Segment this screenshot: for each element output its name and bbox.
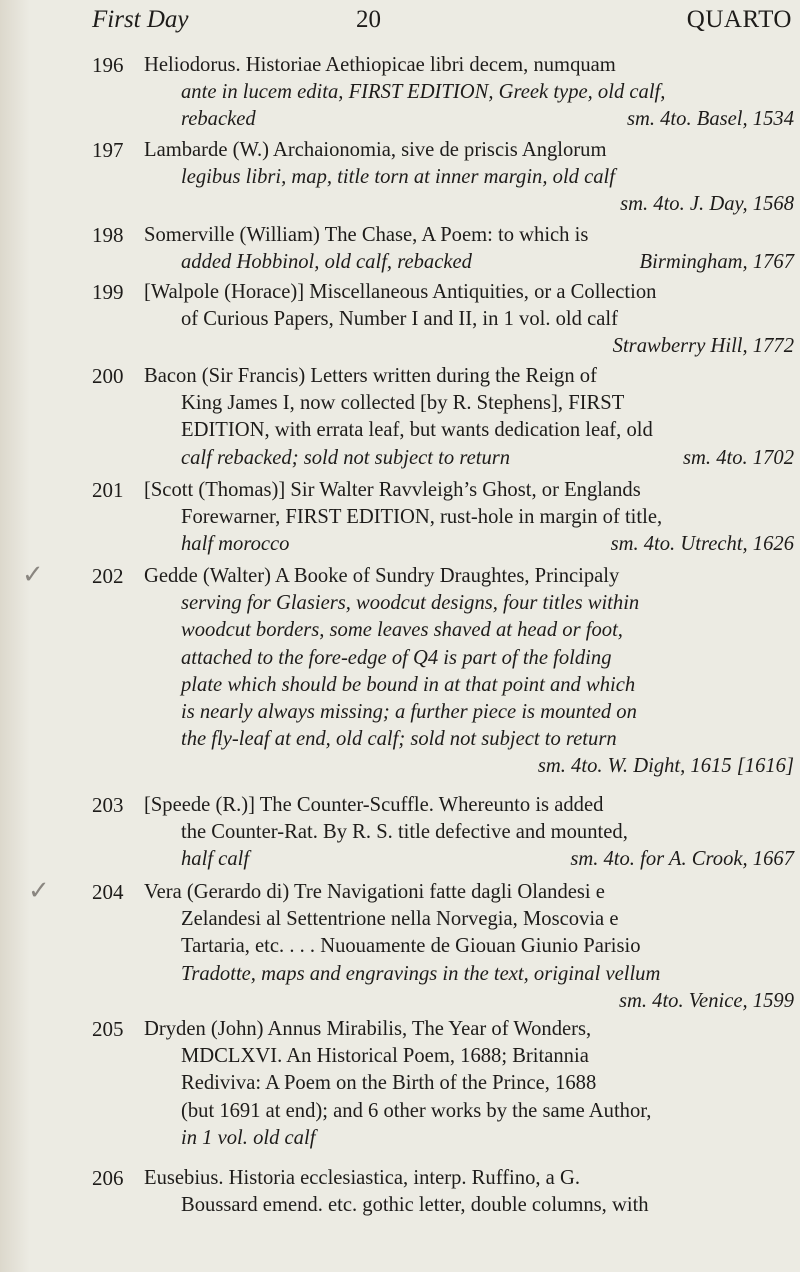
desc-line: Somerville (William) The Chase, A Poem: to which is bbox=[144, 224, 589, 246]
desc-line bbox=[144, 846, 794, 873]
lot-number: 200 bbox=[92, 364, 124, 388]
running-header bbox=[92, 6, 792, 40]
lot-description bbox=[144, 879, 794, 1015]
desc-line: [Scott (Thomas)] Sir Walter Ravvleigh’s Ghost, or Englands bbox=[144, 479, 641, 501]
lot-number: 199 bbox=[92, 280, 124, 304]
desc-line: Eusebius. Historia ecclesiastica, interp. Ruffino, a G. bbox=[144, 1167, 580, 1189]
lot-number: 202 bbox=[92, 564, 124, 588]
lot-description bbox=[144, 363, 794, 472]
lot-description bbox=[144, 792, 794, 874]
lot-number: 196 bbox=[92, 53, 124, 77]
desc-line: Lambarde (W.) Archaionomia, sive de priscis Anglorum bbox=[144, 139, 607, 161]
lot-imprint: Strawberry Hill, 1772 bbox=[612, 335, 794, 358]
desc-line bbox=[144, 531, 794, 558]
page-edge-shadow bbox=[0, 0, 30, 1272]
lot-imprint: sm. 4to. Utrecht, 1626 bbox=[610, 533, 794, 556]
header-format: QUARTO bbox=[686, 6, 792, 33]
desc-line: serving for Glasiers, woodcut designs, four titles within bbox=[181, 592, 640, 615]
desc-line bbox=[144, 445, 794, 472]
desc-line bbox=[144, 249, 794, 276]
desc-line: MDCLXVI. An Historical Poem, 1688; Britannia bbox=[181, 1045, 589, 1068]
lot-description bbox=[144, 222, 794, 276]
desc-line: (but 1691 at end); and 6 other works by the same Author, bbox=[181, 1099, 652, 1122]
desc-text: added Hobbinol, old calf, rebacked bbox=[181, 251, 472, 274]
desc-line: the fly-leaf at end, old calf; sold not subject to return bbox=[181, 728, 617, 751]
desc-line: in 1 vol. old calf bbox=[181, 1126, 316, 1149]
desc-line: Zelandesi al Settentrione nella Norvegia, Moscovia e bbox=[181, 908, 619, 931]
desc-line: is nearly always missing; a further piece is mounted on bbox=[181, 701, 637, 724]
desc-line: Bacon (Sir Francis) Letters written during the Reign of bbox=[144, 365, 597, 387]
desc-line: woodcut borders, some leaves shaved at head or foot, bbox=[181, 619, 623, 642]
lot-number: 205 bbox=[92, 1017, 124, 1041]
desc-line: Vera (Gerardo di) Tre Navigationi fatte dagli Olandesi e bbox=[144, 881, 605, 903]
desc-line: legibus libri, map, title torn at inner margin, old calf bbox=[181, 166, 615, 189]
lot-imprint: sm. 4to. Basel, 1534 bbox=[626, 108, 794, 130]
desc-line: Gedde (Walter) A Booke of Sundry Draughtes, Principaly bbox=[144, 565, 620, 587]
lot-imprint: sm. 4to. J. Day, 1568 bbox=[620, 193, 794, 216]
desc-line: ante in lucem edita, FIRST EDITION, Greek type, old calf, bbox=[181, 81, 666, 104]
lot-imprint: sm. 4to. 1702 bbox=[683, 446, 794, 469]
desc-line: [Speede (R.)] The Counter-Scuffle. Whereunto is added bbox=[144, 794, 604, 816]
lot-description bbox=[144, 477, 794, 559]
desc-line: King James I, now collected [by R. Stephens], FIRST bbox=[181, 392, 625, 415]
desc-line: Rediviva: A Poem on the Birth of the Prince, 1688 bbox=[181, 1072, 597, 1095]
desc-line: Tradotte, maps and engravings in the text, original vellum bbox=[181, 962, 661, 985]
desc-line: attached to the fore-edge of Q4 is part of the folding bbox=[181, 646, 612, 669]
lot-description bbox=[144, 1165, 794, 1219]
lot-number: 197 bbox=[92, 138, 124, 162]
desc-text: half morocco bbox=[181, 533, 290, 556]
desc-line: of Curious Papers, Number I and II, in 1 vol. old calf bbox=[181, 308, 618, 331]
desc-line: Tartaria, etc. . . . Nuouamente de Giouan Giunio Parisio bbox=[181, 935, 641, 958]
desc-line: Heliodorus. Historiae Aethiopicae libri decem, numquam bbox=[144, 54, 616, 76]
desc-line: Forewarner, FIRST EDITION, rust-hole in margin of title, bbox=[181, 506, 663, 529]
desc-line: [Walpole (Horace)] Miscellaneous Antiquities, or a Collection bbox=[144, 281, 657, 303]
desc-text: calf rebacked; sold not subject to return bbox=[181, 446, 511, 469]
desc-line: plate which should be bound in at that point and which bbox=[181, 673, 636, 696]
lot-imprint: sm. 4to. W. Dight, 1615 [1616] bbox=[537, 755, 794, 778]
lot-description bbox=[144, 1016, 794, 1152]
lot-number: 203 bbox=[92, 793, 124, 817]
desc-line: rebacked bbox=[181, 108, 256, 131]
lot-imprint: Birmingham, 1767 bbox=[639, 251, 794, 274]
desc-line: Dryden (John) Annus Mirabilis, The Year of Wonders, bbox=[144, 1018, 592, 1040]
lot-description bbox=[144, 137, 794, 219]
marginal-pencil-mark: ✓ bbox=[28, 876, 50, 905]
desc-line: Boussard emend. etc. gothic letter, double columns, with bbox=[181, 1194, 649, 1217]
lot-description bbox=[144, 279, 794, 361]
desc-text: half calf bbox=[181, 848, 250, 871]
desc-line: the Counter-Rat. By R. S. title defective and mounted, bbox=[181, 821, 628, 844]
lot-number: 198 bbox=[92, 223, 124, 247]
lot-imprint: sm. 4to. for A. Crook, 1667 bbox=[570, 848, 794, 871]
desc-line: EDITION, with errata leaf, but wants dedication leaf, old bbox=[181, 419, 653, 442]
header-sale-day: First Day bbox=[92, 6, 189, 33]
marginal-pencil-mark: ✓ bbox=[22, 560, 44, 589]
lot-number: 206 bbox=[92, 1166, 124, 1190]
lot-number: 204 bbox=[92, 880, 124, 904]
lot-description bbox=[144, 563, 794, 781]
lot-imprint: sm. 4to. Venice, 1599 bbox=[618, 989, 794, 1012]
header-page-number: 20 bbox=[356, 6, 381, 33]
lot-number: 201 bbox=[92, 478, 124, 502]
